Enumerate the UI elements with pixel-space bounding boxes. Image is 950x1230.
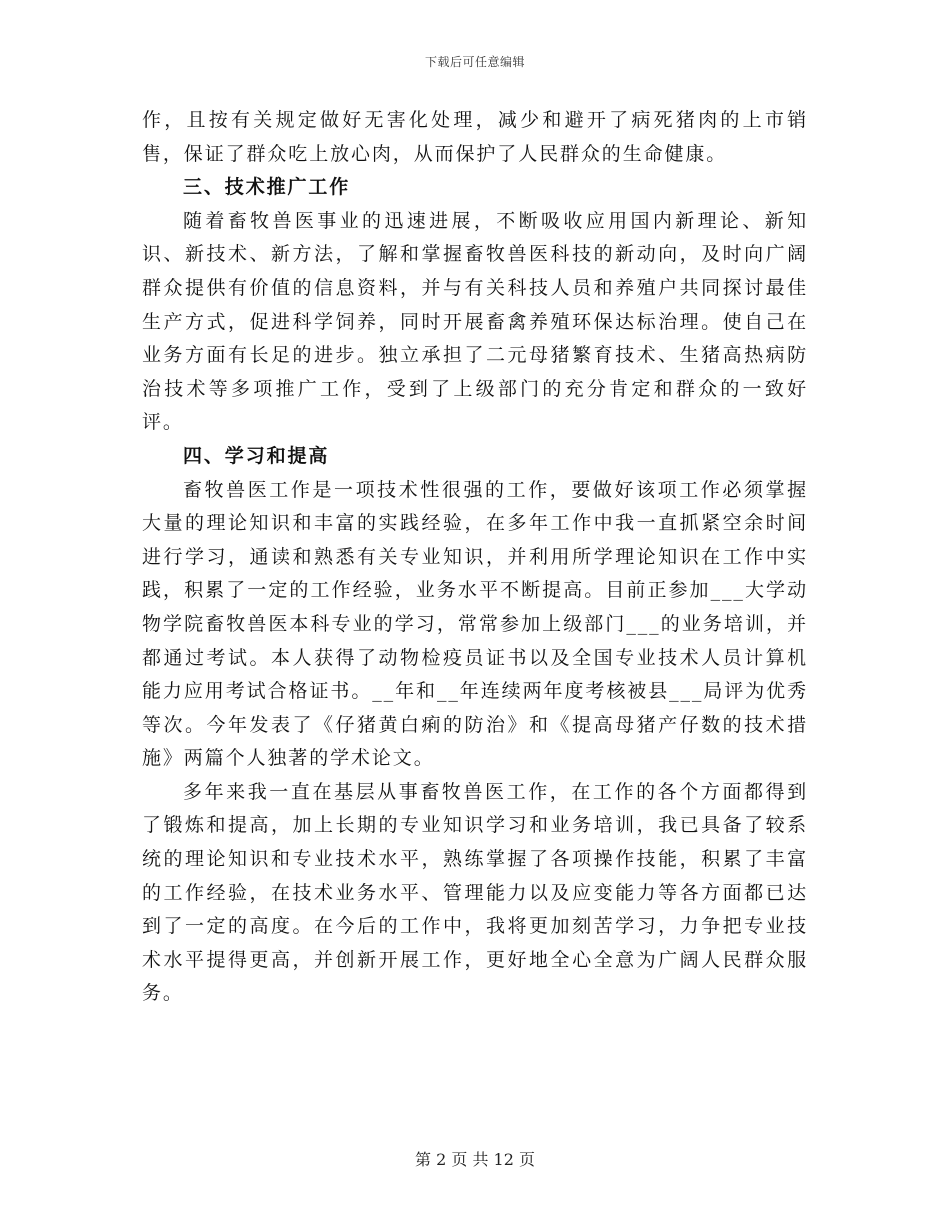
paragraph-summary: 多年来我一直在基层从事畜牧兽医工作，在工作的各个方面都得到了锻炼和提高，加上长期的专业知识学习和业务培训，我已具备了较系统的理论知识和专业技术水平，熟练掌握了各项操作技能，积累了丰富的工作经验，在技术业务水平、管理能力以及应变能力等各方面都已达到了一定的高度。在今后的工作中，我将更加刻苦学习，力争把专业技术水平提得更高，并创新开展工作，更好地全心全意为广阔人民群众服务。 [142,780,808,1005]
document-body [142,104,808,1011]
paragraph-tech-promotion: 随着畜牧兽医事业的迅速进展，不断吸收应用国内新理论、新知识、新技术、新方法，了解和掌握畜牧兽医科技的新动向，及时向广阔群众提供有价值的信息资料，并与有关科技人员和养殖户共同探讨最佳生产方式，促进科学饲养，同时开展畜禽养殖环保达标治理。使自己在业务方面有长足的进步。独立承担了二元母猪繁育技术、生猪高热病防治技术等多项推广工作，受到了上级部门的充分肯定和群众的一致好评。 [142,209,808,434]
page-header-note: 下载后可任意编辑 [424,55,525,69]
paragraph-intro: 作，且按有关规定做好无害化处理，减少和避开了病死猪肉的上市销售，保证了群众吃上放心肉，从而保护了人民群众的生命健康。 [142,109,808,165]
section-heading-study: 四、学习和提高 [183,444,330,467]
section-heading-tech-promotion: 三、技术推广工作 [183,176,351,199]
paragraph-study: 畜牧兽医工作是一项技术性很强的工作，要做好该项工作必须掌握大量的理论知识和丰富的实践经验，在多年工作中我一直抓紧空余时间进行学习，通读和熟悉有关专业知识，并利用所学理论知识在工作中实践，积累了一定的工作经验，业务水平不断提高。目前正参加___大学动物学院畜牧兽医本科专业的学习，常常参加上级部门___的业务培训，并都通过考试。本人获得了动物检疫员证书以及全国专业技术人员计算机能力应用考试合格证书。__年和__年连续两年度考核被县___局评为优秀等次。今年发表了《仔猪黄白痢的防治》和《提高母猪产仔数的技术措施》两篇个人独著的学术论文。 [142,478,808,770]
page-number: 第 2 页 共 12 页 [415,1150,535,1169]
